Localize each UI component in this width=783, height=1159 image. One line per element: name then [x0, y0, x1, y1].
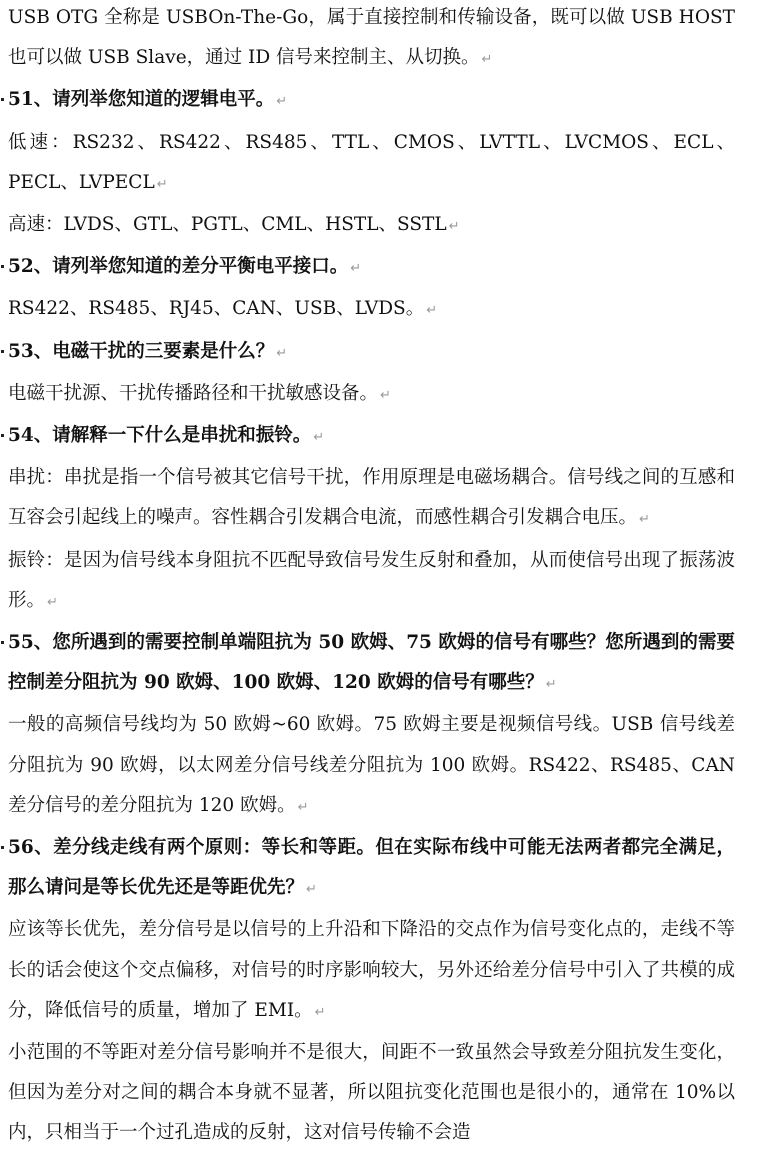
paragraph-mark: ↵ — [276, 345, 288, 361]
question-51 — [0, 80, 783, 122]
paragraph-mark: ↵ — [297, 799, 309, 815]
paragraph-text: 应该等长优先，差分信号是以信号的上升沿和下降沿的交点作为信号变化点的，走线不等长的话会使这个交点偏移，对信号的时序影响较大，另外还给差分信号中引入了共模的成分，降低信号的质量，增加了 EMI。 — [8, 919, 735, 1021]
question-text: 54、请解释一下什么是串扰和振铃。 — [8, 425, 312, 447]
paragraph-text: USB OTG 全称是 USBOn-The-Go，属于直接控制和传输设备，既可以做 USB HOST 也可以做 USB Slave，通过 ID 信号来控制主、从切换。 — [8, 7, 735, 69]
paragraph-mark: ↵ — [448, 219, 460, 235]
answer-53 — [0, 374, 783, 416]
paragraph-text: 一般的高频信号线均为 50 欧姆~60 欧姆。75 欧姆主要是视频信号线。USB 信号线差分阻抗为 90 欧姆，以太网差分信号线差分阻抗为 100 欧姆。RS422、RS485、CAN 差分信号的差分阻抗为 120 欧姆。 — [8, 714, 735, 816]
paragraph-text: RS422、RS485、RJ45、CAN、USB、LVDS。 — [8, 298, 425, 320]
paragraph-mark: ↵ — [156, 176, 168, 192]
paragraph-usb-otg — [0, 0, 783, 80]
answer-54-ringing — [0, 541, 783, 623]
paragraph-mark: ↵ — [47, 594, 58, 610]
question-text: 51、请列举您知道的逻辑电平。 — [8, 89, 275, 111]
question-text: 53、电磁干扰的三要素是什么？ — [8, 340, 275, 362]
question-53 — [0, 332, 783, 374]
paragraph-text: 串扰：串扰是指一个信号被其它信号干扰，作用原理是电磁场耦合。信号线之间的互感和互容会引起线上的噪声。容性耦合引发耦合电流，而感性耦合引发耦合电压。 — [8, 467, 735, 529]
question-text: 56、差分线走线有两个原则：等长和等距。但在实际布线中可能无法两者都完全满足，那么请问是等长优先还是等距优先？ — [8, 837, 735, 899]
paragraph-mark: ↵ — [350, 261, 362, 277]
paragraph-text: 振铃：是因为信号线本身阻抗不匹配导致信号发生反射和叠加，从而使信号出现了振荡波形。 — [8, 549, 735, 611]
answer-54-crosstalk — [0, 458, 783, 540]
paragraph-mark: ↵ — [481, 52, 493, 68]
paragraph-mark: ↵ — [426, 303, 438, 319]
paragraph-mark: ↵ — [314, 1004, 326, 1020]
answer-55 — [0, 705, 783, 828]
paragraph-text: 高速：LVDS、GTL、PGTL、CML、HSTL、SSTL — [8, 214, 447, 236]
answer-51-high-speed — [0, 205, 783, 247]
paragraph-mark: ↵ — [545, 677, 557, 693]
question-56 — [0, 828, 783, 910]
paragraph-mark: ↵ — [313, 430, 325, 446]
paragraph-mark: ↵ — [380, 387, 391, 403]
answer-52 — [0, 289, 783, 331]
paragraph-mark: ↵ — [306, 882, 317, 898]
question-54 — [0, 416, 783, 458]
paragraph-mark: ↵ — [639, 512, 650, 528]
question-55 — [0, 623, 783, 705]
answer-51-low-speed — [0, 123, 783, 205]
paragraph-text: 低速：RS232、RS422、RS485、TTL、CMOS、LVTTL、LVCMOS、ECL、PECL、LVPECL — [8, 131, 735, 193]
answer-56-spacing — [0, 1033, 783, 1154]
question-text: 52、请列举您知道的差分平衡电平接口。 — [8, 256, 349, 278]
question-text: 55、您所遇到的需要控制单端阻抗为 50 欧姆、75 欧姆的信号有哪些？您所遇到的需要控制差分阻抗为 90 欧姆、100 欧姆、120 欧姆的信号有哪些？ — [8, 632, 735, 694]
question-52 — [0, 247, 783, 289]
paragraph-mark: ↵ — [276, 94, 288, 110]
paragraph-text: 电磁干扰源、干扰传播路径和干扰敏感设备。 — [8, 382, 379, 404]
paragraph-text: 小范围的不等距对差分信号影响并不是很大，间距不一致虽然会导致差分阻抗发生变化，但因为差分对之间的耦合本身就不显著，所以阻抗变化范围也是很小的，通常在 10%以内，只相当于一个过孔造成的反射，这对信号传输不会造 — [8, 1042, 735, 1144]
answer-56-equal-length — [0, 910, 783, 1033]
